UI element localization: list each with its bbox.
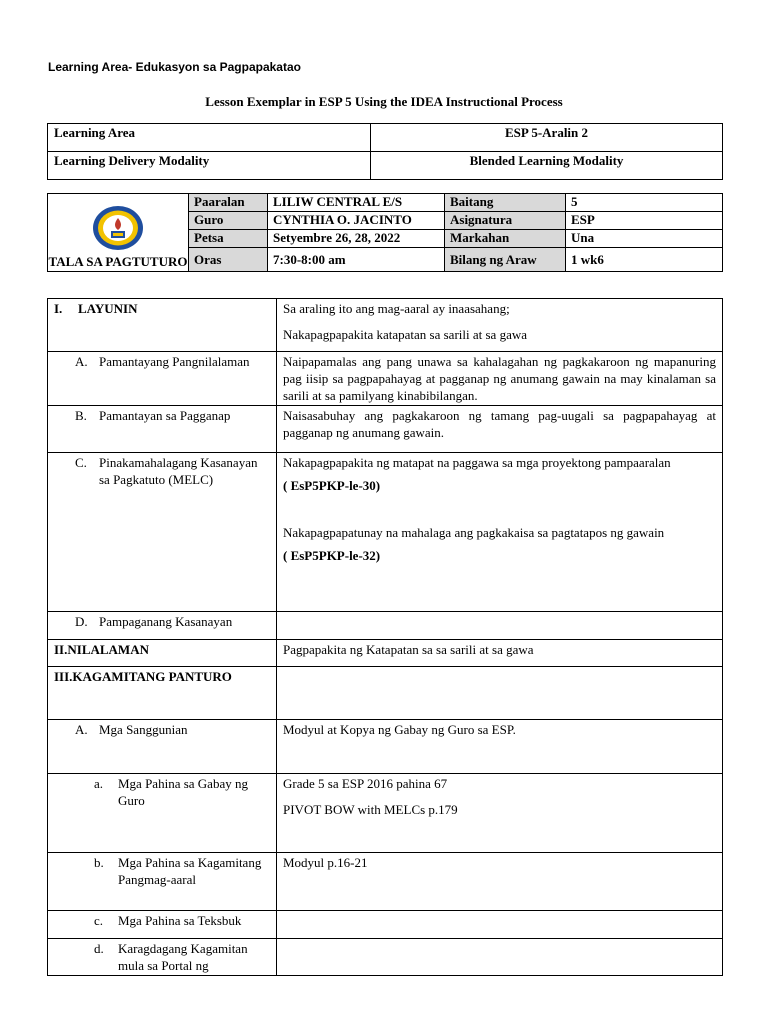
section-nilalaman: II.NILALAMAN [48, 640, 277, 667]
tala-value: CYNTHIA O. JACINTO [268, 212, 445, 230]
sanggunian-label: A. Mga Sanggunian [48, 720, 277, 774]
info-table [47, 123, 723, 180]
sub-a-content: Grade 5 sa ESP 2016 pahina 67 PIVOT BOW with MELCs p.179 [277, 774, 723, 853]
table-row [48, 152, 723, 180]
tala-key: Bilang ng Araw [445, 248, 566, 272]
table-row [48, 453, 723, 612]
tala-label: TALA SA PAGTUTURO [48, 254, 188, 269]
sub-c-content [277, 911, 723, 939]
info-label: Learning Delivery Modality [48, 152, 371, 180]
document-title: Lesson Exemplar in ESP 5 Using the IDEA Instructional Process [205, 94, 563, 109]
tala-value: Una [566, 230, 723, 248]
item-b-content: Naisasabuhay ang pagkakaroon ng tamang pag-uugali sa pagpapahayag at pagganap ng anumang gawain. [277, 406, 723, 453]
tala-value: ESP [566, 212, 723, 230]
tala-key: Baitang [445, 194, 566, 212]
tala-value: 1 wk6 [566, 248, 723, 272]
tala-key: Oras [189, 248, 268, 272]
item-c-label: C. Pinakamahalagang Kasanayan sa Pagkatuto (MELC) [48, 453, 277, 612]
table-row [48, 194, 723, 212]
tala-key: Petsa [189, 230, 268, 248]
item-a-label: A. Pamantayang Pangnilalaman [48, 352, 277, 406]
table-row [48, 299, 723, 352]
table-row [48, 612, 723, 640]
info-value: ESP 5-Aralin 2 [371, 124, 723, 152]
table-row [48, 352, 723, 406]
sanggunian-content: Modyul at Kopya ng Gabay ng Guro sa ESP. [277, 720, 723, 774]
table-row [48, 640, 723, 667]
school-seal-icon [92, 205, 144, 251]
table-row [48, 853, 723, 911]
lesson-table [47, 298, 723, 976]
tala-table [47, 193, 723, 272]
tala-key: Markahan [445, 230, 566, 248]
sub-c-label: c. Mga Pahina sa Teksbuk [48, 911, 277, 939]
tala-value: LILIW CENTRAL E/S [268, 194, 445, 212]
tala-value: Setyembre 26, 28, 2022 [268, 230, 445, 248]
tala-value: 5 [566, 194, 723, 212]
item-a-content: Naipapamalas ang pang unawa sa kahalagahan ng pagkakaroon ng mapanuring pag iisip sa pagpapahayag at pagganap ng anumang gawain na may kinalaman sa sarili at sa pamilyang kinabibilangan. [277, 352, 723, 406]
logo-cell [48, 194, 189, 272]
tala-key: Asignatura [445, 212, 566, 230]
section-kagamitan: III.KAGAMITANG PANTURO [48, 667, 277, 720]
layunin-content: Sa araling ito ang mag-aaral ay inaasahang; Nakapagpapakita katapatan sa sarili at sa gawa [277, 299, 723, 352]
tala-value: 7:30-8:00 am [268, 248, 445, 272]
sub-b-content: Modyul p.16-21 [277, 853, 723, 911]
sub-b-label: b. Mga Pahina sa Kagamitang Pangmag-aaral [48, 853, 277, 911]
info-label: Learning Area [48, 124, 371, 152]
table-row [48, 124, 723, 152]
learning-area-line: Learning Area- Edukasyon sa Pagpapakatao [48, 60, 301, 74]
melc-code: ( EsP5PKP-le-30) [283, 478, 381, 493]
table-row [48, 911, 723, 939]
table-row [48, 406, 723, 453]
section-layunin: I. LAYUNIN [48, 299, 277, 352]
sub-a-label: a. Mga Pahina sa Gabay ng Guro [48, 774, 277, 853]
item-b-label: B. Pamantayan sa Pagganap [48, 406, 277, 453]
item-c-content: Nakapagpapakita ng matapat na paggawa sa mga proyektong pampaaralan ( EsP5PKP-le-30) Nakapagpapatunay na mahalaga ang pagkakaisa sa pagtatapos ng gawain ( EsP5PKP-le-32) [277, 453, 723, 612]
item-d-label: D. Pampaganang Kasanayan [48, 612, 277, 640]
table-row [48, 774, 723, 853]
nilalaman-content: Pagpapakita ng Katapatan sa sa sarili at sa gawa [277, 640, 723, 667]
tala-key: Paaralan [189, 194, 268, 212]
sub-d-label: d. Karagdagang Kagamitan mula sa Portal ng [48, 939, 277, 976]
tala-key: Guro [189, 212, 268, 230]
sub-d-content [277, 939, 723, 976]
table-row [48, 720, 723, 774]
melc-code: ( EsP5PKP-le-32) [283, 548, 381, 563]
info-value: Blended Learning Modality [371, 152, 723, 180]
table-row [48, 667, 723, 720]
kagamitan-content [277, 667, 723, 720]
item-d-content [277, 612, 723, 640]
table-row [48, 939, 723, 976]
